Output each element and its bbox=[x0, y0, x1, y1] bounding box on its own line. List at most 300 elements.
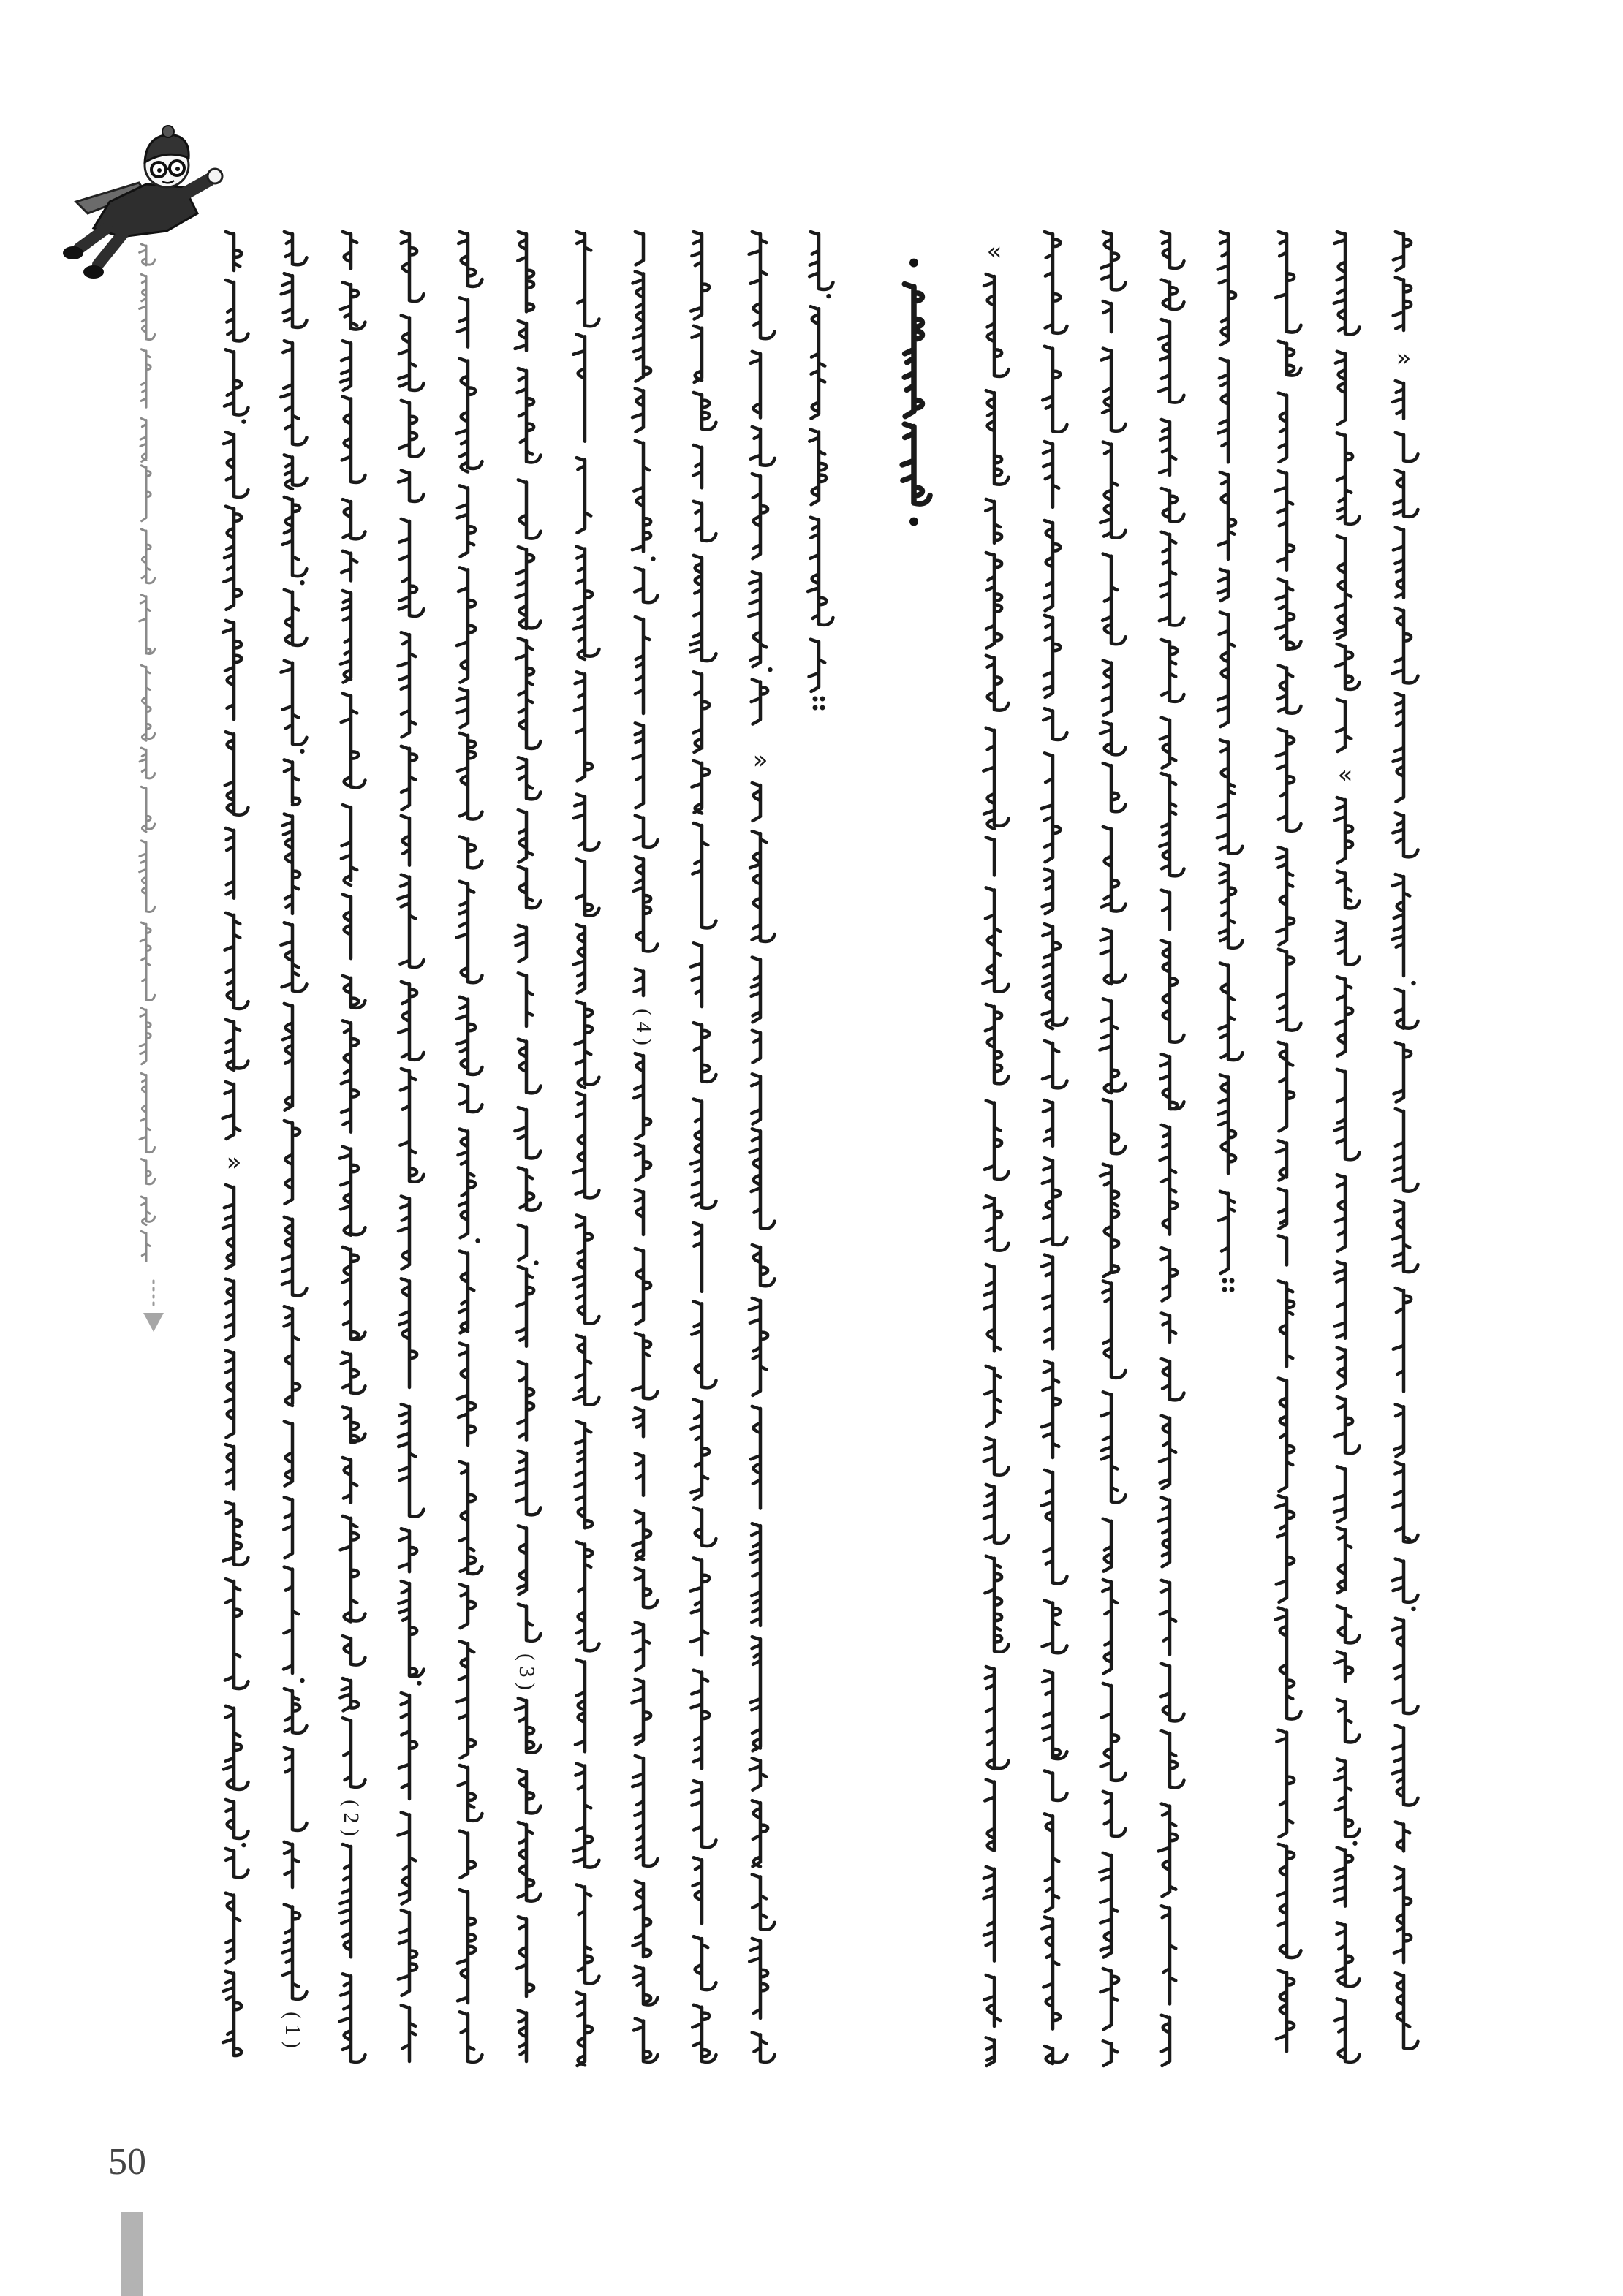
mongolian-word bbox=[281, 341, 306, 444]
mongolian-word bbox=[340, 1974, 366, 2062]
opening-quote-mark: « bbox=[1337, 760, 1353, 789]
mongolian-word bbox=[1160, 1125, 1178, 1235]
mongolian-word bbox=[1336, 921, 1359, 964]
mongolian-word bbox=[284, 1748, 307, 1830]
running-header-column bbox=[140, 244, 155, 1261]
mongolian-word bbox=[518, 1225, 526, 1260]
mongolian-word bbox=[343, 1458, 357, 1503]
mongolian-word bbox=[458, 1890, 475, 2003]
mongolian-word bbox=[1276, 1607, 1301, 1719]
mongolian-word bbox=[577, 458, 591, 533]
mongolian-word bbox=[223, 1971, 241, 2056]
mongolian-word bbox=[399, 1528, 417, 1572]
text-column bbox=[1392, 232, 1418, 2049]
heading-bullet-top: • bbox=[906, 249, 922, 279]
full-stop-mark bbox=[820, 697, 825, 702]
full-stop-mark bbox=[1222, 1278, 1227, 1284]
mongolian-word bbox=[1219, 963, 1243, 1061]
mongolian-word bbox=[398, 471, 424, 501]
mongolian-word bbox=[751, 1523, 760, 1626]
mongolian-word bbox=[1276, 847, 1294, 944]
mongolian-word bbox=[458, 298, 468, 346]
text-column bbox=[808, 232, 833, 711]
mongolian-word bbox=[341, 282, 366, 329]
mongolian-word bbox=[752, 1245, 775, 1286]
mongolian-word bbox=[458, 232, 482, 287]
mongolian-word bbox=[343, 232, 357, 269]
mongolian-word bbox=[398, 1910, 417, 1996]
mongolian-word bbox=[1217, 740, 1243, 853]
mongolian-word bbox=[692, 1301, 716, 1387]
mongolian-word bbox=[1335, 1069, 1360, 1160]
mongolian-word bbox=[752, 1874, 775, 1929]
mongolian-word bbox=[1279, 341, 1301, 376]
mongolian-word bbox=[983, 887, 1008, 991]
mongolian-word bbox=[1276, 232, 1301, 333]
triangle-down-icon bbox=[143, 1313, 164, 1332]
mongolian-word bbox=[460, 1462, 483, 1575]
mongolian-word bbox=[1103, 2041, 1118, 2066]
full-stop-mark bbox=[1222, 1287, 1227, 1292]
mongolian-word bbox=[1162, 1359, 1184, 1400]
mongolian-word bbox=[985, 1004, 1009, 1083]
full-stop-mark bbox=[813, 705, 818, 711]
mongolian-word bbox=[634, 857, 658, 951]
mongolian-word bbox=[515, 925, 526, 962]
mongolian-word bbox=[518, 757, 540, 799]
mongolian-word bbox=[985, 1667, 1009, 1769]
mongolian-word bbox=[573, 1764, 599, 1868]
mongolian-word bbox=[751, 1637, 760, 1751]
mongolian-word bbox=[1392, 1618, 1418, 1714]
mongolian-word bbox=[223, 621, 241, 719]
mongolian-word bbox=[752, 2032, 775, 2062]
comma-mark bbox=[300, 749, 304, 754]
mongolian-word bbox=[1103, 1792, 1126, 1836]
mongolian-word bbox=[1043, 1670, 1067, 1759]
comma-mark bbox=[417, 1681, 421, 1685]
text-column bbox=[983, 274, 1008, 2066]
mongolian-word bbox=[1042, 924, 1067, 1028]
mongolian-word bbox=[983, 1867, 994, 1961]
mongolian-word bbox=[1100, 1164, 1119, 1277]
mongolian-word bbox=[1042, 1917, 1060, 2028]
mongolian-word bbox=[1335, 1651, 1352, 1681]
mongolian-word bbox=[752, 1031, 760, 1063]
mongolian-word bbox=[1396, 433, 1418, 461]
mongolian-word bbox=[1336, 1175, 1345, 1251]
comma-mark bbox=[826, 294, 831, 298]
mongolian-word bbox=[341, 694, 366, 788]
mongolian-word bbox=[694, 1023, 716, 1082]
mongolian-word bbox=[1276, 729, 1301, 830]
mongolian-word bbox=[1162, 280, 1184, 310]
comma-mark bbox=[475, 1238, 480, 1243]
mongolian-word bbox=[1159, 420, 1176, 475]
mongolian-word bbox=[458, 1344, 475, 1445]
mongolian-word bbox=[811, 306, 825, 418]
mongolian-word bbox=[140, 1073, 155, 1152]
mongolian-word bbox=[1337, 1348, 1345, 1389]
mongolian-word bbox=[457, 882, 483, 983]
mongolian-word bbox=[515, 321, 526, 351]
mongolian-word bbox=[141, 1159, 154, 1184]
mongolian-word bbox=[1102, 827, 1126, 912]
mongolian-word bbox=[1336, 644, 1359, 689]
text-column bbox=[281, 232, 306, 1999]
mongolian-word bbox=[985, 1779, 994, 1850]
comma-mark bbox=[1411, 1607, 1415, 1611]
mongolian-word bbox=[518, 2010, 526, 2061]
mongolian-word bbox=[1276, 1140, 1287, 1180]
mongolian-word bbox=[1162, 640, 1184, 702]
comma-mark bbox=[768, 667, 772, 672]
mascot-leg bbox=[79, 228, 107, 249]
comma-mark bbox=[241, 1843, 246, 1847]
mongolian-word bbox=[343, 499, 366, 539]
mongolian-word bbox=[1100, 442, 1125, 537]
mongolian-word bbox=[340, 1844, 351, 1957]
mongolian-word bbox=[401, 816, 409, 865]
mongolian-word bbox=[226, 232, 241, 270]
mongolian-word bbox=[1162, 1731, 1184, 1787]
text-column bbox=[457, 232, 483, 2062]
mongolian-word bbox=[574, 1335, 599, 1405]
mongolian-word bbox=[457, 359, 483, 472]
mongolian-word bbox=[518, 973, 533, 1026]
mascot-eye bbox=[175, 167, 180, 171]
mongolian-word bbox=[1393, 1288, 1411, 1392]
closing-quote-mark: » bbox=[1396, 344, 1412, 373]
mongolian-word bbox=[399, 1693, 417, 1799]
mongolian-word bbox=[1045, 1814, 1059, 1912]
full-stop-mark bbox=[1230, 1278, 1235, 1284]
mongolian-word bbox=[635, 1189, 643, 1235]
mongolian-word bbox=[1100, 1853, 1117, 1958]
mongolian-word bbox=[1335, 1262, 1345, 1338]
mongolian-word bbox=[694, 1507, 716, 1546]
mongolian-word bbox=[1276, 579, 1301, 649]
mongolian-word bbox=[1162, 232, 1184, 268]
mongolian-word bbox=[694, 1223, 702, 1292]
mongolian-word bbox=[141, 1231, 150, 1261]
mongolian-word bbox=[226, 1800, 249, 1838]
mongolian-word bbox=[1043, 346, 1067, 432]
mongolian-word bbox=[574, 925, 585, 993]
mongolian-word bbox=[749, 232, 775, 338]
mongolian-word bbox=[343, 976, 366, 1008]
mongolian-word bbox=[1392, 874, 1410, 976]
mongolian-word bbox=[1393, 1200, 1418, 1272]
mongolian-word bbox=[284, 455, 307, 489]
mongolian-word bbox=[343, 1636, 366, 1665]
mongolian-word bbox=[692, 1781, 716, 1847]
mongolian-word bbox=[577, 859, 599, 915]
mongolian-word bbox=[1277, 950, 1301, 1031]
comma-mark bbox=[300, 580, 304, 585]
mongolian-word bbox=[398, 1812, 415, 1903]
mongolian-word bbox=[1396, 1973, 1418, 2049]
mongolian-word bbox=[1337, 1700, 1360, 1743]
mongolian-word bbox=[1336, 1922, 1360, 1986]
text-column bbox=[1100, 232, 1125, 2066]
mongolian-word bbox=[1045, 232, 1067, 333]
mongolian-word bbox=[460, 2012, 483, 2062]
mongolian-word bbox=[692, 326, 702, 382]
mongolian-word bbox=[904, 284, 922, 417]
mongolian-word bbox=[1396, 1822, 1410, 1851]
mongolian-word bbox=[281, 661, 306, 745]
mascot-eye bbox=[157, 168, 162, 173]
mongolian-word bbox=[223, 1502, 248, 1565]
mongolian-word bbox=[518, 867, 541, 909]
comma-mark bbox=[651, 556, 655, 561]
mongolian-word bbox=[986, 837, 994, 875]
mongolian-word bbox=[226, 1849, 249, 1878]
mongolian-word bbox=[751, 352, 760, 418]
mongolian-word bbox=[691, 232, 709, 319]
mongolian-word bbox=[692, 823, 716, 928]
mongolian-word bbox=[1044, 615, 1060, 697]
heading-bullet-bottom: • bbox=[906, 508, 922, 537]
mongolian-word bbox=[341, 1516, 366, 1622]
mongolian-word bbox=[140, 1008, 151, 1064]
text-column bbox=[340, 232, 366, 2062]
mongolian-word bbox=[140, 595, 155, 654]
text-column bbox=[1334, 232, 1360, 2062]
mongolian-word bbox=[632, 1511, 651, 1560]
mongolian-word bbox=[284, 1121, 300, 1204]
mongolian-word bbox=[984, 274, 1009, 376]
mongolian-word bbox=[225, 732, 249, 815]
mongolian-word bbox=[749, 572, 766, 667]
mongolian-word bbox=[635, 617, 650, 713]
mongolian-word bbox=[1045, 2046, 1067, 2064]
mongolian-word bbox=[226, 280, 249, 341]
mongolian-word bbox=[986, 2037, 994, 2066]
mongolian-word bbox=[1337, 1528, 1352, 1593]
mongolian-word bbox=[1162, 488, 1184, 522]
mongolian-word bbox=[1042, 1470, 1067, 1584]
mongolian-word bbox=[343, 895, 351, 959]
mongolian-word bbox=[1042, 1254, 1053, 1349]
mongolian-word bbox=[574, 1093, 599, 1198]
mongolian-word bbox=[518, 1822, 540, 1901]
mongolian-word bbox=[284, 1497, 292, 1558]
mongolian-word bbox=[1102, 1281, 1125, 1378]
mongolian-word bbox=[284, 232, 307, 265]
mongolian-word bbox=[225, 1579, 249, 1689]
mongolian-word bbox=[1102, 1580, 1117, 1673]
mongolian-word bbox=[693, 672, 709, 752]
mongolian-word bbox=[1043, 442, 1059, 507]
mongolian-word bbox=[693, 1857, 702, 1923]
mongolian-word bbox=[226, 1020, 249, 1070]
mongolian-word bbox=[1393, 1725, 1418, 1805]
mongolian-word bbox=[341, 551, 357, 581]
mongolian-word bbox=[984, 1438, 1009, 1475]
full-stop-mark bbox=[1230, 1287, 1235, 1292]
mongolian-word bbox=[573, 334, 585, 441]
mongolian-word bbox=[226, 828, 234, 898]
mongolian-word bbox=[635, 232, 643, 265]
mongolian-word bbox=[1101, 232, 1125, 289]
mongolian-word bbox=[224, 349, 249, 414]
mongolian-word bbox=[140, 244, 155, 265]
mongolian-word bbox=[340, 1147, 366, 1235]
mongolian-word bbox=[341, 805, 357, 885]
mongolian-word bbox=[1393, 1109, 1418, 1191]
mongolian-word bbox=[1218, 612, 1235, 727]
mongolian-word bbox=[458, 485, 475, 556]
mongolian-word bbox=[1336, 700, 1351, 751]
mongolian-word bbox=[634, 1408, 643, 1436]
mongolian-word bbox=[284, 1306, 300, 1406]
mongolian-word bbox=[398, 1196, 409, 1269]
mongolian-word bbox=[1393, 693, 1404, 802]
mongolian-word bbox=[140, 748, 155, 778]
mongolian-word bbox=[691, 1399, 709, 1499]
mongolian-word bbox=[283, 1004, 292, 1110]
mongolian-word bbox=[985, 1556, 1008, 1652]
mongolian-word bbox=[1279, 1235, 1287, 1265]
mongolian-word bbox=[986, 553, 1002, 648]
mongolian-word bbox=[399, 1278, 417, 1387]
mongolian-word bbox=[1275, 471, 1294, 570]
mongolian-word bbox=[1162, 1906, 1176, 2004]
mongolian-word bbox=[984, 1265, 1000, 1352]
mongolian-word bbox=[632, 1622, 649, 1670]
mongolian-word bbox=[574, 794, 599, 849]
mongolian-word bbox=[398, 1581, 423, 1677]
section-heading-text bbox=[902, 284, 930, 504]
mongolian-word bbox=[635, 1144, 651, 1181]
mongolian-word bbox=[1218, 569, 1228, 601]
mongolian-word bbox=[401, 2005, 416, 2061]
mongolian-word bbox=[985, 1101, 1009, 1180]
mongolian-word bbox=[1044, 520, 1060, 610]
mongolian-word bbox=[1103, 301, 1111, 332]
mongolian-word bbox=[518, 1526, 526, 1594]
mongolian-word bbox=[1100, 999, 1125, 1093]
mongolian-word bbox=[1393, 608, 1418, 683]
mongolian-word bbox=[1159, 319, 1184, 403]
mongolian-word bbox=[694, 1936, 716, 1990]
mascot-hand bbox=[208, 169, 222, 183]
mongolian-word bbox=[1043, 1100, 1053, 1146]
mongolian-word bbox=[1279, 1378, 1294, 1491]
mongolian-word bbox=[1159, 773, 1184, 876]
mongolian-word bbox=[632, 1679, 651, 1745]
mongolian-word bbox=[518, 1167, 541, 1210]
text-column bbox=[1159, 232, 1184, 2066]
mongolian-word bbox=[808, 518, 833, 625]
mongolian-word bbox=[400, 1069, 423, 1182]
mongolian-word bbox=[225, 1350, 234, 1437]
mongolian-word bbox=[1160, 1054, 1184, 1109]
mongolian-word bbox=[1161, 1248, 1177, 1300]
mongolian-word bbox=[343, 1247, 366, 1340]
mongolian-word bbox=[141, 787, 154, 832]
mongolian-word bbox=[1218, 1075, 1236, 1173]
mongolian-word bbox=[1393, 813, 1418, 857]
mongolian-word bbox=[750, 1129, 775, 1228]
mongolian-word bbox=[1162, 941, 1184, 1042]
mongolian-word bbox=[1103, 763, 1126, 811]
mongolian-word bbox=[632, 1881, 651, 1957]
mongolian-word bbox=[985, 499, 1002, 543]
mongolian-word bbox=[224, 507, 241, 610]
mongolian-word bbox=[1162, 2015, 1170, 2066]
mongolian-word bbox=[1276, 1496, 1294, 1602]
flying-boy-mascot-icon bbox=[63, 126, 222, 279]
mongolian-word bbox=[575, 1659, 585, 1751]
opening-quote-mark: « bbox=[986, 237, 1002, 266]
page-edge-bar bbox=[121, 2212, 143, 2296]
mongolian-word bbox=[284, 759, 300, 804]
mongolian-word bbox=[984, 1485, 1009, 1543]
text-column bbox=[1275, 232, 1301, 2051]
mongolian-word bbox=[515, 1107, 540, 1159]
mongolian-word bbox=[284, 1422, 292, 1486]
mongolian-word bbox=[1219, 863, 1243, 948]
text-column bbox=[749, 232, 774, 2062]
mongolian-word bbox=[1159, 1416, 1176, 1489]
mongolian-word bbox=[750, 427, 774, 466]
page-number: 50 bbox=[108, 2141, 146, 2183]
mongolian-word bbox=[340, 1678, 358, 1710]
mongolian-word bbox=[1102, 661, 1111, 716]
mongolian-word bbox=[573, 1215, 599, 1323]
mascot-arm bbox=[178, 180, 209, 197]
mongolian-word bbox=[1335, 1998, 1359, 2062]
mongolian-word bbox=[343, 1718, 366, 1787]
mongolian-word bbox=[398, 1404, 424, 1517]
mongolian-word bbox=[518, 232, 534, 311]
mongolian-word bbox=[694, 393, 716, 430]
mongolian-word bbox=[460, 837, 483, 868]
mongolian-word bbox=[284, 590, 307, 645]
mongolian-word bbox=[1335, 797, 1352, 863]
mongolian-word bbox=[984, 1196, 1009, 1251]
mongolian-word bbox=[632, 388, 643, 431]
mongolian-word bbox=[401, 232, 424, 301]
mongolian-word bbox=[341, 1352, 366, 1393]
mongolian-word bbox=[1159, 532, 1184, 626]
mongolian-word bbox=[1100, 1969, 1119, 2029]
enumeration-mark-3: ( 3 ) bbox=[515, 1653, 539, 1690]
mongolian-word bbox=[749, 1939, 768, 2018]
mongolian-word bbox=[398, 982, 423, 1060]
mongolian-word bbox=[633, 271, 651, 381]
full-stop-mark bbox=[813, 697, 818, 702]
mongolian-word bbox=[691, 1670, 709, 1769]
closing-quote-mark: » bbox=[226, 1148, 242, 1177]
mongolian-word bbox=[752, 1800, 768, 1866]
mongolian-word bbox=[1160, 718, 1176, 768]
mongolian-word bbox=[985, 1366, 1000, 1426]
mongolian-word bbox=[1335, 1397, 1359, 1453]
mongolian-word bbox=[515, 1698, 541, 1753]
mongolian-word bbox=[140, 922, 155, 1000]
mongolian-word bbox=[690, 1558, 709, 1655]
mongolian-word bbox=[141, 529, 154, 583]
mongolian-word bbox=[457, 567, 475, 682]
mongolian-word bbox=[809, 640, 825, 692]
mongolian-word bbox=[1278, 1844, 1301, 1958]
mongolian-word bbox=[141, 466, 151, 521]
mongolian-word bbox=[1394, 1867, 1411, 1963]
